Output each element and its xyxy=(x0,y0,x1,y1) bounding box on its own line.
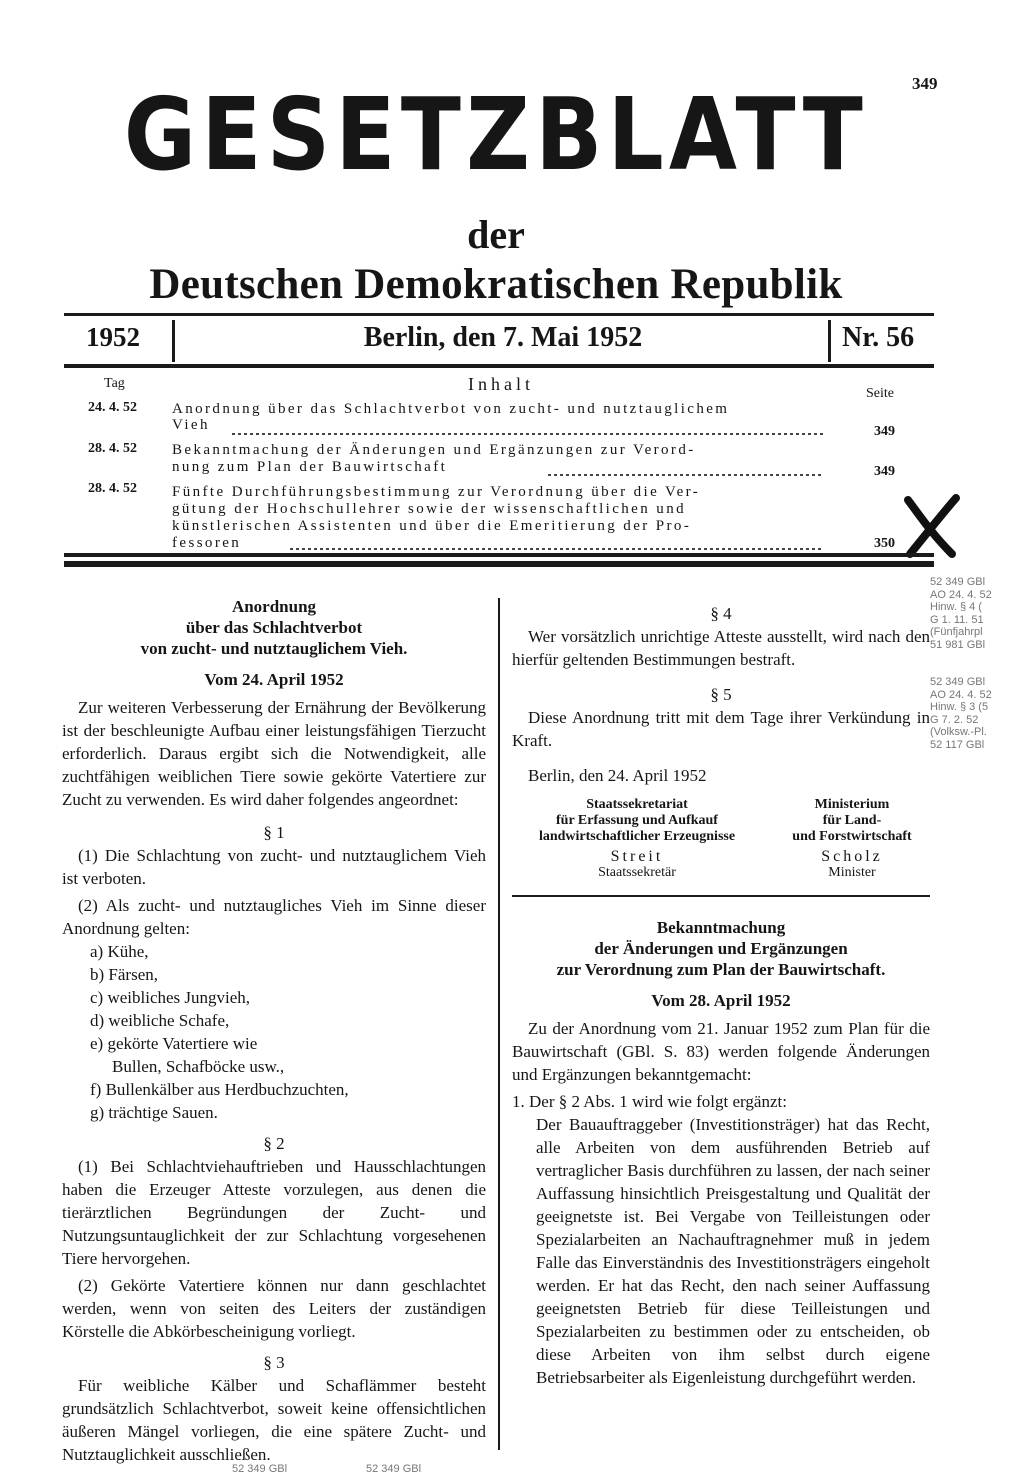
issue-bar-divider-right xyxy=(828,320,831,362)
animal-list xyxy=(90,940,486,1124)
issue-bar-bottom-rule xyxy=(64,364,934,368)
masthead-subtitle-ddr: Deutschen Demokratischen Republik xyxy=(149,261,843,308)
toc-entry-date: 28. 4. 52 xyxy=(88,441,137,456)
section-paragraph: Für weibliche Kälber und Schaflämmer besteht grundsätzlich Schlachtverbot, soweit keine offensichtlichen äußeren Mängel vorliegen, die eine spätere Zucht- und Nutztauglichkeit ausschließen. xyxy=(62,1376,486,1464)
section-label: § 2 xyxy=(263,1134,285,1153)
list-item: Bullen, Schafböcke usw., xyxy=(112,1057,285,1076)
signature-right: Ministerium für Land- und Forstwirtschaft Scholz Minister xyxy=(792,797,912,880)
place-and-date: Berlin, den 24. April 1952 xyxy=(528,766,707,785)
footer-ref: 52 349 GBl xyxy=(366,1463,422,1475)
handwritten-x-mark xyxy=(894,494,966,558)
issue-number: Nr. 56 xyxy=(842,322,915,353)
toc-entry-page: 349 xyxy=(874,464,895,479)
toc-title: Inhalt xyxy=(468,374,534,394)
left-column xyxy=(62,596,486,1466)
toc-bottom-rule xyxy=(64,553,934,557)
bekanntmachung-heading: Bekanntmachung der Änderungen und Ergänzungen zur Verordnung zum Plan der Bauwirtschaft. xyxy=(556,918,886,979)
section-paragraph: (1) Bei Schlachtviehauftrieben und Hausschlachtungen haben die Erzeuger Atteste vorzulegen, aus denen die tierärztlichen Begründungen der Zucht- und Nutzungsuntauglichkeit der zur Schlachtung vorgesehenen Tiere hervorgehen. xyxy=(62,1157,486,1268)
list-item: e) gekörte Vatertiere wie xyxy=(90,1034,258,1053)
margin-note-top: 52 349 GBl AO 24. 4. 52 Hinw. § 4 ( G 1. 11. 51 (Fünfjahrpl 51 981 GBl xyxy=(930,576,992,651)
footer-ref: 52 349 GBl xyxy=(232,1463,288,1475)
section-label: § 5 xyxy=(710,685,732,704)
toc-col-seite: Seite xyxy=(866,386,894,401)
list-item: b) Färsen, xyxy=(90,965,158,984)
section-paragraph: Diese Anordnung tritt mit dem Tage ihrer Verkündung in Kraft. xyxy=(512,708,930,750)
masthead-subtitle-der: der xyxy=(467,212,525,257)
signature-block xyxy=(512,797,930,881)
list-item: c) weibliches Jungvieh, xyxy=(90,988,251,1007)
masthead-title: GESETZBLATT xyxy=(123,76,869,193)
toc-entry-line: künstlerischen Assistenten und über die Emeritierung der Pro- xyxy=(172,518,692,534)
page-number: 349 xyxy=(912,74,938,93)
toc-entry-line: Vieh xyxy=(172,417,210,433)
right-column xyxy=(512,602,930,1389)
list-item: d) weibliche Schafe, xyxy=(90,1011,230,1030)
section-paragraph: (1) Die Schlachtung von zucht- und nutztauglichem Vieh ist verboten. xyxy=(62,846,486,888)
issue-year: 1952 xyxy=(86,322,140,352)
toc-entry-page: 350 xyxy=(874,536,895,551)
issue-bar-divider-left xyxy=(172,320,175,362)
section-separator xyxy=(512,895,930,897)
section-paragraph: Wer vorsätzlich unrichtige Atteste ausstellt, wird nach den hierfür geltenden Bestimmungen bestraft. xyxy=(512,627,930,669)
section-label: § 1 xyxy=(263,823,285,842)
toc-entry-line: Bekanntmachung der Änderungen und Ergänzungen zur Verord- xyxy=(172,442,696,458)
toc-entry-line: fessoren xyxy=(172,535,242,551)
bekanntmachung-date: Vom 28. April 1952 xyxy=(651,991,791,1010)
amendment-item-label: 1. Der § 2 Abs. 1 wird wie folgt ergänzt: xyxy=(512,1092,787,1111)
issue-bar-top-rule xyxy=(64,313,934,316)
column-divider xyxy=(498,598,500,1450)
toc-entry-line: Fünfte Durchführungsbestimmung zur Verordnung über die Ver- xyxy=(172,484,701,500)
section-label: § 3 xyxy=(263,1353,285,1372)
amendment-item-text: Der Bauauftraggeber (Investitionsträger) hat das Recht, alle Arbeiten von dem ausführenden Betrieb auf vertraglicher Basis durchführen zu lassen, der nach seiner Auffassung hinsichtlich Preisgestaltung und Qualität der geeignetste ist. Bei Vergabe von Teilleistungen oder Spezialarbeiten an Nachauftragnehmer muß in jedem Falle das Einverständnis des Investitionsträgers eingeholt werden. Er hat das Recht, den nach seiner Auffassung geeignetsten Betrieb für diese Teilleistungen und Spezialarbeiten zu bestimmen oder zu entscheiden, ob diese Arbeiten von ihm selbst durch eigene Betriebsarbeiter als Eigenleistung durchgeführt werden. xyxy=(536,1115,930,1387)
toc-entry-line: Anordnung über das Schlachtverbot von zucht- und nutztauglichem xyxy=(172,401,730,417)
toc-entry-line: nung zum Plan der Bauwirtschaft xyxy=(172,459,448,475)
toc-entry-date: 28. 4. 52 xyxy=(88,481,137,496)
anordnung-heading: Anordnung über das Schlachtverbot von zucht- und nutztauglichem Vieh. xyxy=(140,597,408,658)
bekanntmachung-intro: Zu der Anordnung vom 21. Januar 1952 zum Plan für die Bauwirtschaft (GBl. S. 83) werden folgende Änderungen und Ergänzungen bekanntgemacht: xyxy=(512,1019,930,1084)
list-item: f) Bullenkälber aus Herdbuchzuchten, xyxy=(90,1080,349,1099)
anordnung-date: Vom 24. April 1952 xyxy=(204,670,344,689)
section-paragraph: (2) Gekörte Vatertiere können nur dann geschlachtet werden, wenn von seiten des Leiters der zuständigen Körstelle die Abkörbescheinigung vorliegt. xyxy=(62,1276,486,1341)
toc-dot-leader xyxy=(548,474,824,476)
toc-dot-leader xyxy=(290,548,824,550)
section-paragraph: (2) Als zucht- und nutztaugliches Vieh im Sinne dieser Anordnung gelten: xyxy=(62,896,486,938)
list-item: a) Kühe, xyxy=(90,942,149,961)
signature-left: Staatssekretariat für Erfassung und Aufkauf landwirtschaftlicher Erzeugnisse Streit Staatssekretär xyxy=(538,797,736,880)
margin-note-bottom: 52 349 GBl AO 24. 4. 52 Hinw. § 3 (5 G 7. 2. 52 (Volksw.-Pl. 52 117 GBl xyxy=(930,676,992,751)
issue-date: Berlin, den 7. Mai 1952 xyxy=(363,322,643,353)
toc-entry-line: gütung der Hochschullehrer sowie der wissenschaftlichen und xyxy=(172,501,686,517)
anordnung-intro: Zur weiteren Verbesserung der Ernährung der Bevölkerung ist der beschleunigte Aufbau einer leistungsfähigen Tierzucht erforderlich. Daraus ergibt sich die Notwendigkeit, alle zuchtfähigen weiblichen Tiere sowie gekörte Vatertiere zur Zucht zu verwenden. Es wird daher folgendes angeordnet: xyxy=(62,698,486,809)
toc-dot-leader xyxy=(232,433,824,435)
toc-bottom-rule-heavy xyxy=(64,561,934,567)
toc-col-tag: Tag xyxy=(104,376,125,391)
toc-entry-page: 349 xyxy=(874,424,895,439)
section-label: § 4 xyxy=(710,604,732,623)
toc-entry-date: 24. 4. 52 xyxy=(88,400,137,415)
list-item: g) trächtige Sauen. xyxy=(90,1103,218,1122)
